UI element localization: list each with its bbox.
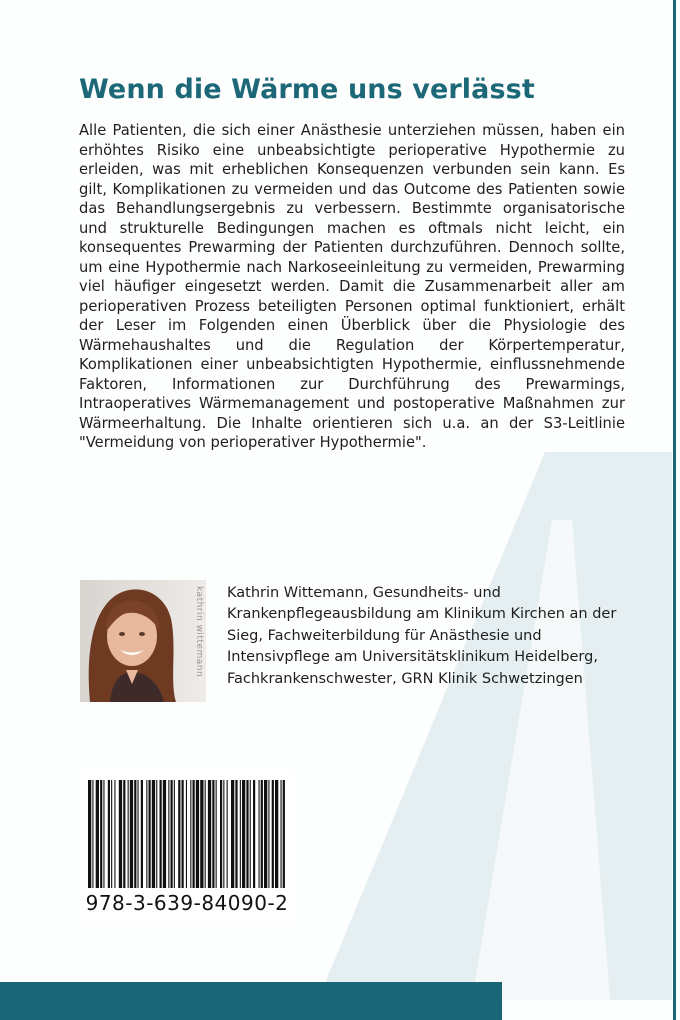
barcode-bar bbox=[259, 780, 260, 888]
barcode-bar bbox=[246, 780, 248, 888]
barcode-bar bbox=[138, 780, 139, 888]
barcode-bar bbox=[261, 780, 263, 888]
barcode-bar bbox=[242, 780, 245, 888]
right-edge-line bbox=[673, 0, 676, 1020]
barcode-bar bbox=[96, 780, 99, 888]
barcode-bar bbox=[108, 780, 110, 888]
barcode-bar bbox=[205, 780, 206, 888]
book-title: Wenn die Wärme uns verlässt bbox=[79, 74, 535, 105]
footer-band bbox=[0, 982, 502, 1020]
barcode-bar bbox=[163, 780, 166, 888]
barcode-bar bbox=[193, 780, 195, 888]
barcode-bar bbox=[114, 780, 115, 888]
barcode-bar bbox=[208, 780, 211, 888]
barcode-bar bbox=[227, 780, 228, 888]
barcode-bar bbox=[152, 780, 155, 888]
barcode-bar bbox=[196, 780, 199, 888]
barcode-bar bbox=[223, 780, 224, 888]
barcode-bar bbox=[128, 780, 129, 888]
isbn-number: 978-3-639-84090-2 bbox=[85, 891, 289, 915]
barcode-bar bbox=[264, 780, 267, 888]
barcode-bar bbox=[103, 780, 104, 888]
barcode-bar bbox=[283, 780, 285, 888]
barcode-bar bbox=[231, 780, 234, 888]
barcode-bar bbox=[190, 780, 191, 888]
barcode-bar bbox=[171, 780, 173, 888]
barcode-bar bbox=[156, 780, 157, 888]
barcode-bar bbox=[220, 780, 222, 888]
author-bio: Kathrin Wittemann, Gesundheits- und Krankenpflegeausbildung am Klinikum Kirchen an der Sieg, Fachweiterbildung für Anästhesie und Intensivpflege am Universitätsklinikum Heidelberg, Fachkrankenschwester, GRN Klinik Schwetzingen bbox=[227, 585, 617, 687]
barcode-bar bbox=[186, 780, 187, 888]
barcode-bar bbox=[149, 780, 151, 888]
barcode-bar bbox=[281, 780, 282, 888]
barcode-bar bbox=[88, 780, 91, 888]
barcode-bar bbox=[200, 780, 203, 888]
barcode-bar bbox=[272, 780, 274, 888]
book-blurb: Alle Patienten, die sich einer Anästhesie unterziehen müssen, haben ein erhöhtes Risiko eine unbeabsichtigte perioperative Hypothermie zu erleiden, was mit erheblichen Konsequenzen verbunden sein kann. Es gilt, Komplikationen zu vermeiden und das Outcome des Patienten sowie das Behandlungsergebnis zu verbessern. Bestimmte organisatorische und strukturelle Bedingungen machen es oftmals nicht leicht, ein konsequentes Prewarming der Patienten durchzuführen. Dennoch sollte, um eine Hypothermie nach Narkoseeinleitung zu vermeiden, Prewarming viel häufiger eingesetzt werden. Damit die Zusammenarbeit aller am perioperativen Prozess beteiligten Personen optimal funktioniert, erhält der Leser im Folgenden einen Überblick über die Physiologie des Wärmehaushaltes und die Regulation der Körpertemperatur, Komplikationen einer unbeabsichtigten Hypothermie, einflussnehmende Faktoren, Informationen zur Durchführung des Prewarmings, Intraoperatives Wärmemanagement und postoperative Maßnahmen zur Wärmeerhaltung. Die Inhalte orientieren sich u.a. an der S3-Leitlinie "Vermeidung von perioperativer Hypothermie". bbox=[79, 122, 625, 451]
barcode-bar bbox=[146, 780, 147, 888]
barcode-bar bbox=[212, 780, 214, 888]
barcode-bar bbox=[174, 780, 175, 888]
barcode-bar bbox=[216, 780, 217, 888]
barcode-bar bbox=[119, 780, 122, 888]
barcode-bar bbox=[182, 780, 184, 888]
barcode-bar bbox=[268, 780, 269, 888]
barcode-bar bbox=[168, 780, 169, 888]
barcode-bar bbox=[100, 780, 102, 888]
barcode-block bbox=[80, 770, 294, 922]
barcode-bar bbox=[178, 780, 180, 888]
barcode-bars bbox=[88, 780, 286, 888]
barcode-bar bbox=[253, 780, 255, 888]
barcode-bar bbox=[130, 780, 133, 888]
barcode-bar bbox=[160, 780, 162, 888]
author-photo bbox=[80, 580, 206, 702]
photo-caption: kathrin wittemann bbox=[194, 586, 204, 678]
barcode-bar bbox=[235, 780, 237, 888]
barcode-bar bbox=[111, 780, 112, 888]
barcode-bar bbox=[134, 780, 136, 888]
barcode-bar bbox=[275, 780, 278, 888]
barcode-bar bbox=[123, 780, 125, 888]
barcode-bar bbox=[141, 780, 143, 888]
barcode-bar bbox=[240, 780, 241, 888]
barcode-bar bbox=[92, 780, 93, 888]
barcode-bar bbox=[250, 780, 251, 888]
